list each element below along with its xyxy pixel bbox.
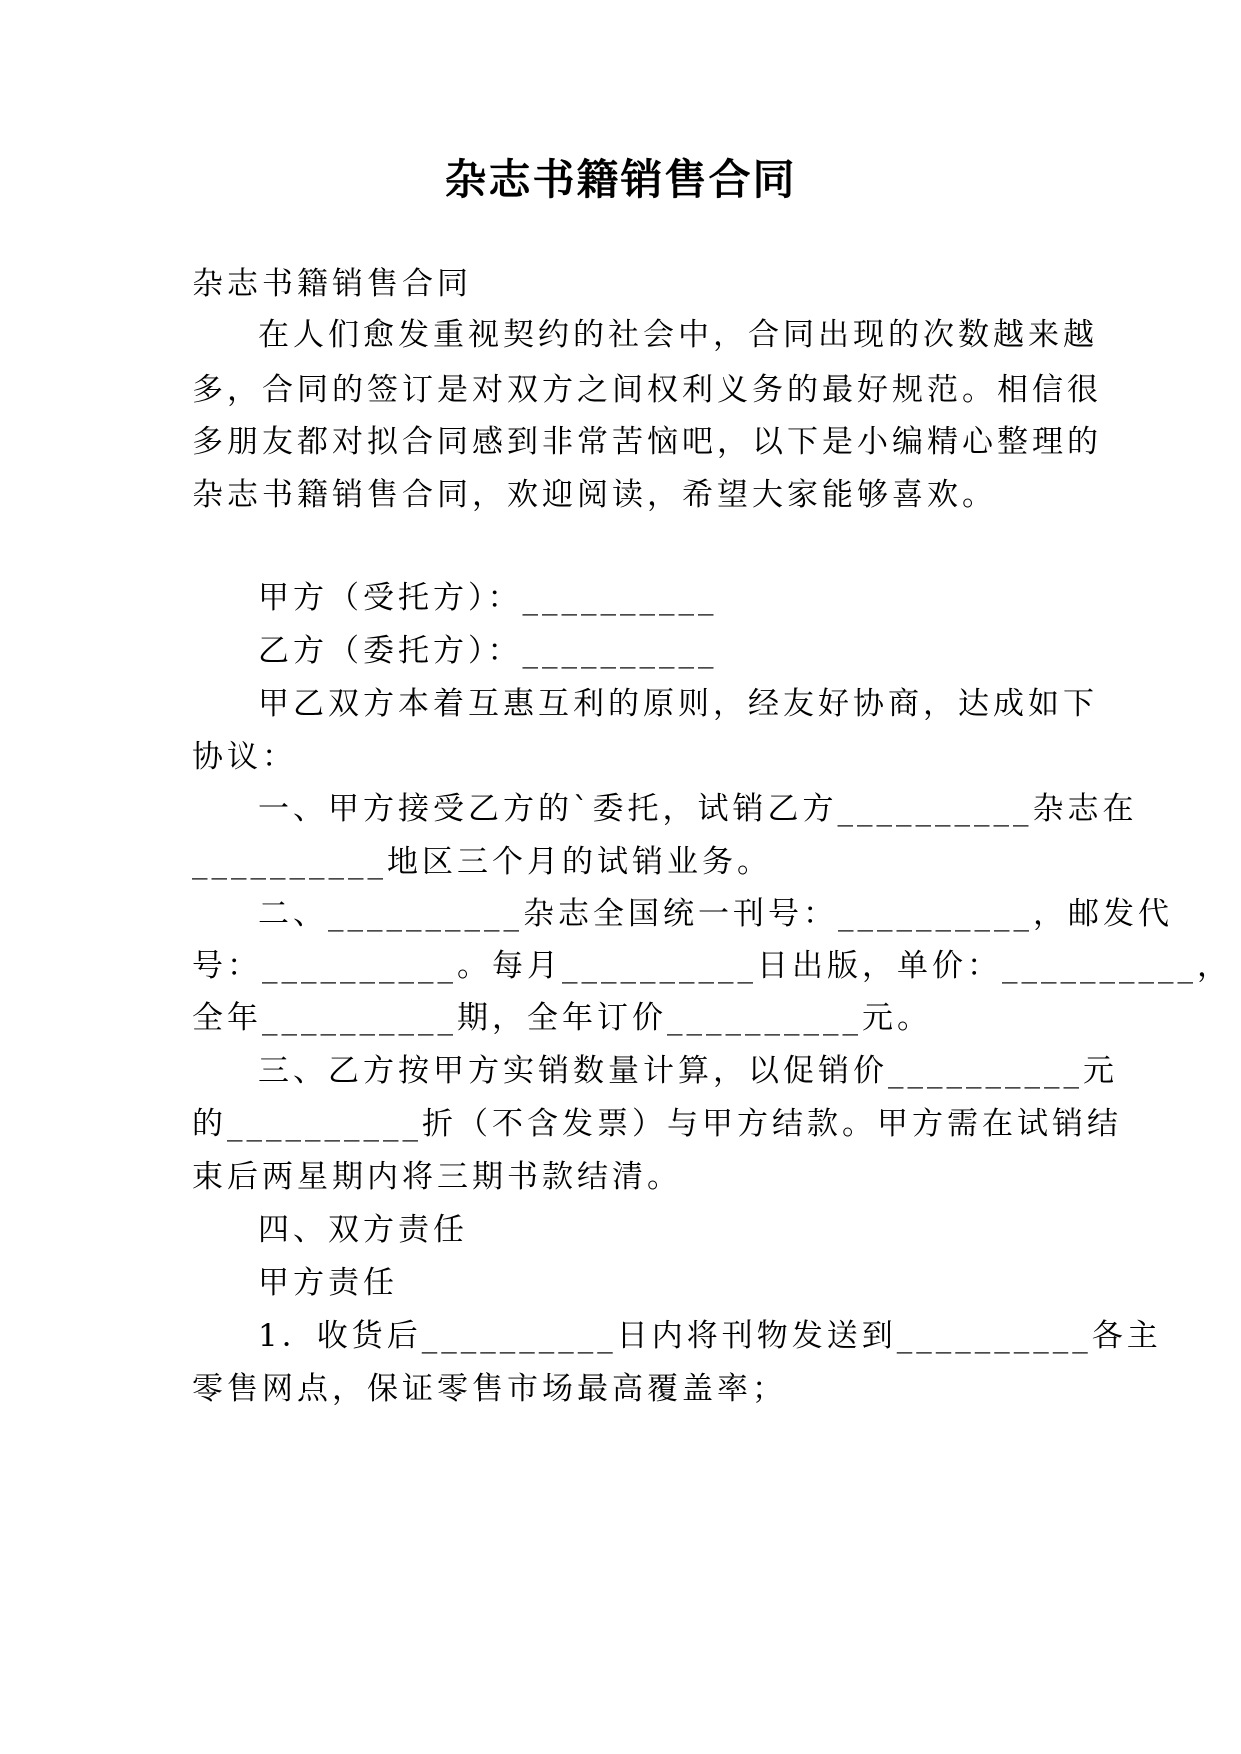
clause-3-line-2: 的__________折（不含发票）与甲方结款。甲方需在试销结	[192, 1106, 1122, 1142]
duty-1-line-2: 零售网点，保证零售市场最高覆盖率；	[192, 1371, 787, 1407]
clause-3-line-1: 三、乙方按甲方实销数量计算，以促销价__________元	[258, 1053, 1118, 1089]
document-title: 杂志书籍销售合同	[444, 155, 797, 204]
agreement-line-2: 协议：	[192, 739, 297, 775]
party-b-line: 乙方（委托方）：__________	[258, 633, 718, 669]
section-4-heading: 四、双方责任	[258, 1212, 468, 1248]
party-a-duty-heading: 甲方责任	[258, 1265, 398, 1301]
clause-1-line-2: __________地区三个月的试销业务。	[192, 844, 772, 880]
clause-3-line-3: 束后两星期内将三期书款结清。	[192, 1159, 682, 1195]
agreement-line-1: 甲乙双方本着互惠互利的原则，经友好协商，达成如下	[258, 686, 1098, 722]
clause-2-line-1: 二、__________杂志全国统一刊号：__________，邮发代	[258, 896, 1173, 932]
intro-line-3: 多朋友都对拟合同感到非常苦恼吧，以下是小编精心整理的	[192, 424, 1102, 460]
subtitle-line: 杂志书籍销售合同	[192, 266, 472, 302]
party-a-line: 甲方（受托方）：__________	[258, 580, 718, 616]
intro-line-1: 在人们愈发重视契约的社会中，合同出现的次数越来越	[258, 317, 1098, 353]
clause-2-line-2: 号：__________。每月__________日出版，单价：__________，	[192, 948, 1232, 984]
clause-2-line-3: 全年__________期，全年订价__________元。	[192, 1000, 932, 1036]
clause-1-line-1: 一、甲方接受乙方的`委托，试销乙方__________杂志在	[258, 791, 1138, 827]
duty-1-line-1: 1．收货后__________日内将刊物发送到__________各主	[258, 1318, 1162, 1354]
intro-line-4: 杂志书籍销售合同，欢迎阅读，希望大家能够喜欢。	[192, 477, 997, 513]
intro-line-2: 多，合同的签订是对双方之间权利义务的最好规范。相信很	[192, 372, 1102, 408]
